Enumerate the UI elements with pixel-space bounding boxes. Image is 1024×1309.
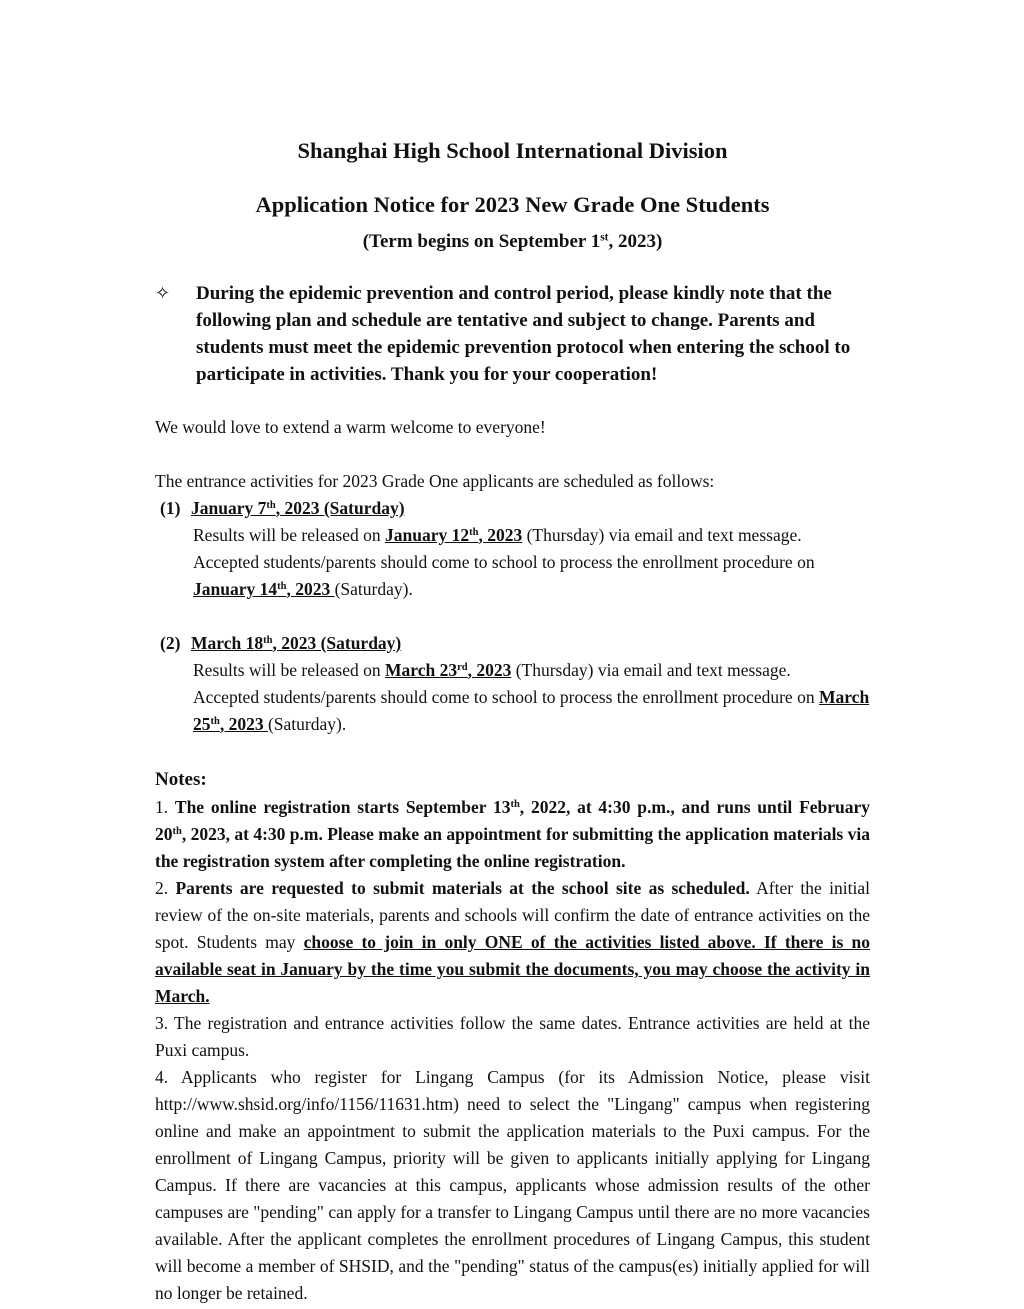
epidemic-notice [155,280,870,388]
note-item: 1. The online registration starts September 13th, 2022, at 4:30 p.m., and runs until February 20th, 2023, at 4:30 p.m. Please make an appointment for submitting the application materials via the registration system after completing the online registration. [155,797,871,871]
note-item: 3. The registration and entrance activities follow the same dates. Entrance activities are held at the Puxi campus. [155,1013,870,1060]
activity-date: January 7th, 2023 (Saturday) [191,498,405,518]
schedule-intro: The entrance activities for 2023 Grade One applicants are scheduled as follows: [155,471,715,491]
document-page [155,136,870,1307]
activity-date: March 18th, 2023 (Saturday) [191,633,402,653]
activity-item [155,630,870,738]
notes-heading: Notes: [155,769,207,790]
activity-enrollment: Accepted students/parents should come to school to process the enrollment procedure on March 25th, 2023 (Saturday). [193,687,870,734]
welcome-text: We would love to extend a warm welcome to everyone! [155,417,546,437]
diamond-outline-icon: ✧ [155,283,171,303]
note-item: 4. Applicants who register for Lingang Campus (for its Admission Notice, please visit http://www.shsid.org/info/1156/11631.htm) need to select the "Lingang" campus when registering online and make an appointment to submit the application materials to the Puxi campus. For the enrollment of Lingang Campus, priority will be given to applicants initially applying for Lingang Campus. If there are vacancies at this campus, applicants whose admission results of the other campuses are "pending" can apply for a transfer to Lingang Campus until there are no more vacancies available. After the applicant completes the enrollment procedures of Lingang Campus, this student will become a member of SHSID, and the "pending" status of the campus(es) initially applied for will no longer be retained. [155,1067,870,1303]
activity-results: Results will be released on March 23rd, 2023 (Thursday) via email and text message. [193,660,791,680]
term-subtitle: (Term begins on September 1st, 2023) [362,231,663,252]
school-title: Shanghai High School International Division [297,138,728,163]
notice-title: Application Notice for 2023 New Grade One Students [255,192,770,217]
epidemic-notice-text: During the epidemic prevention and control period, please kindly note that the following plan and schedule are tentative and subject to change. Parents and students must meet the epidemic prevention protocol when entering the school to participate in activities. Thank you for your cooperation! [196,283,851,385]
note-item: 2. Parents are requested to submit materials at the school site as scheduled. After the initial review of the on-site materials, parents and schools will confirm the date of entrance activities on the spot. Students may choose to join in only ONE of the activities listed above. If there is no available seat in January by the time you submit the documents, you may choose the activity in March. [155,878,870,1006]
activity-number: (1) [160,498,181,518]
activity-results: Results will be released on January 12th, 2023 (Thursday) via email and text message. [193,525,802,545]
activity-enrollment: Accepted students/parents should come to school to process the enrollment procedure on January 14th, 2023 (Saturday). [193,552,815,599]
activity-item [155,495,870,603]
activity-number: (2) [160,633,181,653]
